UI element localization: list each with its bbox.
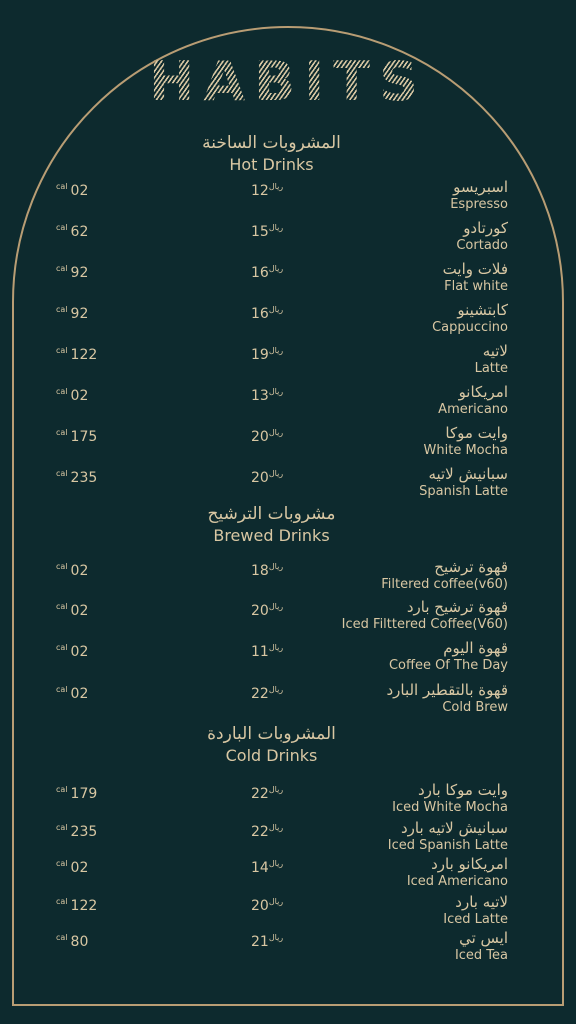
price-value: 19 — [251, 347, 269, 363]
menu-item — [0, 819, 576, 859]
price — [251, 681, 285, 703]
calorie-unit: cal — [56, 685, 68, 694]
currency-label: ريال — [268, 685, 284, 694]
item-name-ar: قهوة بالتقطير البارد — [386, 681, 508, 699]
section-title-ar: المشروبات الباردة — [207, 724, 336, 744]
calorie-unit: cal — [56, 305, 68, 314]
section-title-en: Hot Drinks — [229, 155, 314, 174]
calories — [56, 219, 88, 241]
calories — [56, 639, 88, 661]
menu-item — [0, 681, 576, 721]
item-name-ar: قهوة ترشيح بارد — [406, 598, 508, 616]
item-name-ar: لاتيه بارد — [455, 893, 508, 911]
section-title-en: Brewed Drinks — [213, 526, 330, 545]
menu-item — [0, 219, 576, 259]
calorie-unit: cal — [56, 933, 68, 942]
calorie-unit: cal — [56, 602, 68, 611]
item-name-en: Iced Tea — [454, 948, 508, 963]
price-value: 22 — [251, 686, 269, 702]
menu-item — [0, 893, 576, 933]
item-name-en: Iced Spanish Latte — [387, 838, 508, 853]
price-value: 22 — [251, 824, 269, 840]
item-names — [443, 893, 508, 928]
calorie-unit: cal — [56, 264, 68, 273]
calorie-value: 92 — [70, 306, 89, 322]
calorie-value: 122 — [70, 898, 98, 914]
menu-item — [0, 598, 576, 638]
currency-label: ريال — [268, 182, 284, 191]
price-value: 16 — [251, 265, 269, 281]
price — [251, 893, 285, 915]
calories — [56, 301, 88, 323]
brand-logo: HABITS — [0, 52, 576, 112]
item-names — [450, 178, 508, 213]
item-names — [392, 781, 508, 816]
calories — [56, 178, 88, 200]
menu-item — [0, 424, 576, 464]
price-value: 16 — [251, 306, 269, 322]
calorie-value: 02 — [70, 388, 89, 404]
item-name-ar: لاتيه — [482, 342, 508, 360]
calories — [56, 819, 97, 841]
calorie-unit: cal — [56, 562, 68, 571]
calorie-value: 235 — [70, 824, 98, 840]
section-title-cold-drinks — [0, 723, 543, 767]
section-title-hot-drinks — [0, 132, 543, 176]
calorie-value: 02 — [70, 686, 89, 702]
item-name-ar: ايس تي — [459, 929, 508, 947]
calorie-unit: cal — [56, 823, 68, 832]
currency-label: ريال — [268, 387, 284, 396]
price — [251, 639, 285, 661]
calorie-value: 92 — [70, 265, 89, 281]
item-names — [419, 465, 508, 500]
item-name-en: Iced Filttered Coffee(V60) — [341, 617, 508, 632]
price-value: 20 — [251, 429, 269, 445]
section-title-ar: المشروبات الساخنة — [202, 133, 341, 153]
calorie-value: 175 — [70, 429, 98, 445]
calories — [56, 781, 97, 803]
currency-label: ريال — [268, 562, 284, 571]
item-names — [389, 639, 508, 674]
price-value: 20 — [251, 898, 269, 914]
calorie-value: 02 — [70, 563, 89, 579]
price — [251, 301, 285, 323]
calorie-value: 02 — [70, 860, 89, 876]
calories — [56, 424, 97, 446]
item-name-en: Espresso — [450, 197, 508, 212]
item-name-ar: وايت موكا — [445, 424, 508, 442]
currency-label: ريال — [268, 428, 284, 437]
item-name-ar: وايت موكا بارد — [417, 781, 508, 799]
price-value: 20 — [251, 603, 269, 619]
item-names — [388, 819, 508, 854]
item-names — [432, 301, 508, 336]
section-title-ar: مشروبات الترشيح — [207, 504, 336, 524]
calorie-unit: cal — [56, 469, 68, 478]
calorie-value: 02 — [70, 644, 89, 660]
item-names — [443, 260, 508, 295]
calorie-unit: cal — [56, 897, 68, 906]
item-name-ar: سبانيش لاتيه بارد — [401, 819, 508, 837]
menu-item — [0, 781, 576, 821]
calorie-value: 179 — [70, 786, 98, 802]
item-name-ar: قهوة ترشيح — [434, 558, 508, 576]
calorie-value: 235 — [70, 470, 98, 486]
item-name-en: Cappuccino — [432, 320, 508, 335]
item-names — [438, 383, 508, 418]
menu-item — [0, 465, 576, 505]
menu-item — [0, 301, 576, 341]
calories — [56, 929, 88, 951]
item-name-ar: كورتادو — [463, 219, 508, 237]
calorie-unit: cal — [56, 643, 68, 652]
item-name-en: Spanish Latte — [419, 484, 508, 499]
currency-label: ريال — [268, 643, 284, 652]
calorie-unit: cal — [56, 785, 68, 794]
item-names — [475, 342, 508, 377]
currency-label: ريال — [268, 823, 284, 832]
item-names — [407, 855, 508, 890]
item-names — [456, 219, 508, 254]
menu-item — [0, 929, 576, 969]
item-name-en: Cold Brew — [442, 700, 508, 715]
currency-label: ريال — [268, 264, 284, 273]
price — [251, 178, 285, 200]
item-names — [386, 681, 508, 716]
menu-item — [0, 260, 576, 300]
price-value: 12 — [251, 183, 269, 199]
price — [251, 819, 285, 841]
calorie-value: 02 — [70, 603, 89, 619]
calorie-unit: cal — [56, 346, 68, 355]
calories — [56, 342, 97, 364]
currency-label: ريال — [268, 897, 284, 906]
item-name-en: Flat white — [444, 279, 508, 294]
currency-label: ريال — [268, 346, 284, 355]
menu-item — [0, 342, 576, 382]
item-name-ar: اسبريسو — [453, 178, 508, 196]
price-value: 11 — [251, 644, 269, 660]
item-name-en: Latte — [474, 361, 508, 376]
menu-item — [0, 639, 576, 679]
item-name-en: Coffee Of The Day — [388, 658, 508, 673]
calorie-unit: cal — [56, 223, 68, 232]
price — [251, 465, 285, 487]
calories — [56, 681, 88, 703]
currency-label: ريال — [268, 602, 284, 611]
price — [251, 383, 285, 405]
calories — [56, 893, 97, 915]
calorie-value: 80 — [70, 934, 89, 950]
item-name-ar: قهوة اليوم — [443, 639, 508, 657]
item-names — [381, 558, 508, 593]
price — [251, 855, 285, 877]
calories — [56, 260, 88, 282]
price — [251, 598, 285, 620]
section-title-en: Cold Drinks — [225, 746, 318, 765]
item-name-ar: سبانيش لاتيه — [428, 465, 508, 483]
currency-label: ريال — [268, 223, 284, 232]
item-name-ar: امريكانو بارد — [431, 855, 508, 873]
item-name-en: Iced White Mocha — [392, 800, 508, 815]
calories — [56, 558, 88, 580]
item-name-en: Iced Latte — [443, 912, 508, 927]
calories — [56, 598, 88, 620]
calorie-unit: cal — [56, 387, 68, 396]
calorie-value: 62 — [70, 224, 89, 240]
price-value: 13 — [251, 388, 269, 404]
calorie-value: 122 — [70, 347, 98, 363]
price-value: 18 — [251, 563, 269, 579]
price-value: 20 — [251, 470, 269, 486]
price — [251, 781, 285, 803]
calories — [56, 465, 97, 487]
price — [251, 342, 285, 364]
item-name-en: Iced Americano — [406, 874, 508, 889]
menu-item — [0, 855, 576, 895]
menu-item — [0, 558, 576, 598]
calories — [56, 855, 88, 877]
calorie-unit: cal — [56, 428, 68, 437]
item-name-en: Cortado — [456, 238, 508, 253]
price — [251, 219, 285, 241]
item-name-ar: امريكانو — [458, 383, 508, 401]
price-value: 22 — [251, 786, 269, 802]
currency-label: ريال — [268, 305, 284, 314]
menu-item — [0, 178, 576, 218]
currency-label: ريال — [268, 933, 284, 942]
currency-label: ريال — [268, 859, 284, 868]
item-names — [455, 929, 508, 964]
item-names — [342, 598, 508, 633]
item-name-en: Americano — [438, 402, 508, 417]
item-name-en: Filtered coffee(v60) — [381, 577, 508, 592]
section-title-brewed-drinks — [0, 503, 543, 547]
item-names — [424, 424, 508, 459]
currency-label: ريال — [268, 785, 284, 794]
currency-label: ريال — [268, 469, 284, 478]
price-value: 14 — [251, 860, 269, 876]
price — [251, 929, 285, 951]
item-name-ar: فلات وايت — [442, 260, 508, 278]
item-name-en: White Mocha — [423, 443, 508, 458]
calories — [56, 383, 88, 405]
price — [251, 424, 285, 446]
price — [251, 260, 285, 282]
price-value: 15 — [251, 224, 269, 240]
calorie-value: 02 — [70, 183, 89, 199]
price-value: 21 — [251, 934, 269, 950]
menu-item — [0, 383, 576, 423]
calorie-unit: cal — [56, 859, 68, 868]
price — [251, 558, 285, 580]
item-name-ar: كابتشينو — [457, 301, 508, 319]
calorie-unit: cal — [56, 182, 68, 191]
